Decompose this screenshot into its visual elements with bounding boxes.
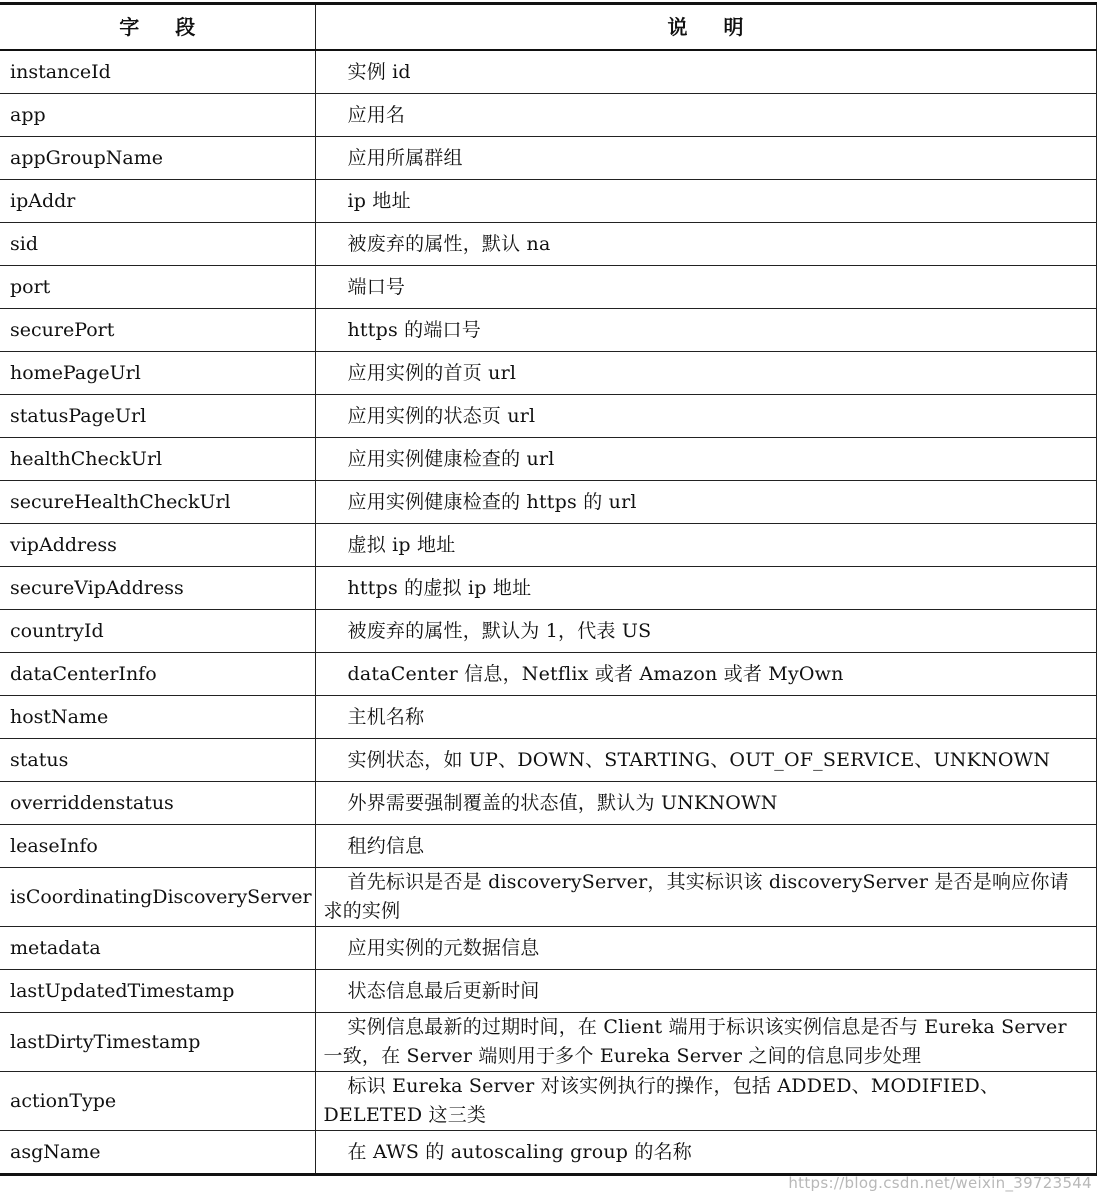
table-row xyxy=(0,180,1096,223)
field-description-cell: 实例 id xyxy=(315,50,1096,94)
field-name-cell: isCoordinatingDiscoveryServer xyxy=(0,868,315,927)
table-header-row xyxy=(0,4,1096,51)
field-description-cell: 应用实例的首页 url xyxy=(315,352,1096,395)
field-description-cell: https 的虚拟 ip 地址 xyxy=(315,567,1096,610)
table-body xyxy=(0,50,1096,1175)
table-row xyxy=(0,567,1096,610)
field-name-cell: lastUpdatedTimestamp xyxy=(0,970,315,1013)
table-row xyxy=(0,94,1096,137)
table-row xyxy=(0,137,1096,180)
field-description-cell: 应用实例健康检查的 https 的 url xyxy=(315,481,1096,524)
field-name-cell: instanceId xyxy=(0,50,315,94)
field-description-cell: ip 地址 xyxy=(315,180,1096,223)
field-name-cell: leaseInfo xyxy=(0,825,315,868)
field-description-cell: 应用所属群组 xyxy=(315,137,1096,180)
header-description: 说明 xyxy=(315,4,1096,51)
table-row xyxy=(0,782,1096,825)
field-name-cell: lastDirtyTimestamp xyxy=(0,1013,315,1072)
field-name-cell: countryId xyxy=(0,610,315,653)
table-row xyxy=(0,739,1096,782)
table-row xyxy=(0,1072,1096,1131)
field-name-cell: metadata xyxy=(0,927,315,970)
table-row xyxy=(0,1131,1096,1175)
field-description-cell: 应用实例的元数据信息 xyxy=(315,927,1096,970)
field-name-cell: asgName xyxy=(0,1131,315,1175)
field-name-cell: healthCheckUrl xyxy=(0,438,315,481)
field-name-cell: securePort xyxy=(0,309,315,352)
field-name-cell: overriddenstatus xyxy=(0,782,315,825)
watermark: https://blog.csdn.net/weixin_39723544 xyxy=(788,1174,1092,1192)
field-description-cell: 主机名称 xyxy=(315,696,1096,739)
field-description-cell: 外界需要强制覆盖的状态值，默认为 UNKNOWN xyxy=(315,782,1096,825)
field-name-cell: port xyxy=(0,266,315,309)
field-description-cell: 应用实例健康检查的 url xyxy=(315,438,1096,481)
table-row xyxy=(0,438,1096,481)
field-description-cell: 被废弃的属性，默认 na xyxy=(315,223,1096,266)
field-name-cell: appGroupName xyxy=(0,137,315,180)
field-description-cell: 实例状态，如 UP、DOWN、STARTING、OUT_OF_SERVICE、UNKNOWN xyxy=(315,739,1096,782)
table-row xyxy=(0,825,1096,868)
field-description-cell: 实例信息最新的过期时间，在 Client 端用于标识该实例信息是否与 Eureka Server 一致，在 Server 端则用于多个 Eureka Server 之间的信息同步处理 xyxy=(315,1013,1096,1072)
field-name-cell: statusPageUrl xyxy=(0,395,315,438)
field-description-cell: https 的端口号 xyxy=(315,309,1096,352)
field-name-cell: vipAddress xyxy=(0,524,315,567)
table-row xyxy=(0,309,1096,352)
field-description-cell: 端口号 xyxy=(315,266,1096,309)
field-name-cell: ipAddr xyxy=(0,180,315,223)
field-name-cell: app xyxy=(0,94,315,137)
field-description-table xyxy=(0,2,1097,1176)
table-row xyxy=(0,395,1096,438)
table-row xyxy=(0,50,1096,94)
table-row xyxy=(0,1013,1096,1072)
table-row xyxy=(0,266,1096,309)
field-description-cell: 被废弃的属性，默认为 1，代表 US xyxy=(315,610,1096,653)
field-description-cell: 应用实例的状态页 url xyxy=(315,395,1096,438)
table-row xyxy=(0,653,1096,696)
field-name-cell: sid xyxy=(0,223,315,266)
field-description-cell: 首先标识是否是 discoveryServer，其实标识该 discoveryServer 是否是响应你请求的实例 xyxy=(315,868,1096,927)
table-row xyxy=(0,524,1096,567)
table-row xyxy=(0,696,1096,739)
table-row xyxy=(0,352,1096,395)
header-field: 字段 xyxy=(0,4,315,51)
field-name-cell: actionType xyxy=(0,1072,315,1131)
field-name-cell: status xyxy=(0,739,315,782)
table-row xyxy=(0,927,1096,970)
field-description-cell: 标识 Eureka Server 对该实例执行的操作，包括 ADDED、MODIFIED、DELETED 这三类 xyxy=(315,1072,1096,1131)
field-name-cell: dataCenterInfo xyxy=(0,653,315,696)
field-name-cell: homePageUrl xyxy=(0,352,315,395)
table-row xyxy=(0,481,1096,524)
field-description-cell: 状态信息最后更新时间 xyxy=(315,970,1096,1013)
table-row xyxy=(0,868,1096,927)
field-name-cell: secureVipAddress xyxy=(0,567,315,610)
field-name-cell: secureHealthCheckUrl xyxy=(0,481,315,524)
field-description-cell: 虚拟 ip 地址 xyxy=(315,524,1096,567)
field-description-cell: dataCenter 信息，Netflix 或者 Amazon 或者 MyOwn xyxy=(315,653,1096,696)
field-name-cell: hostName xyxy=(0,696,315,739)
field-description-cell: 在 AWS 的 autoscaling group 的名称 xyxy=(315,1131,1096,1175)
table-row xyxy=(0,223,1096,266)
table-row xyxy=(0,970,1096,1013)
field-description-cell: 租约信息 xyxy=(315,825,1096,868)
field-description-cell: 应用名 xyxy=(315,94,1096,137)
table-row xyxy=(0,610,1096,653)
